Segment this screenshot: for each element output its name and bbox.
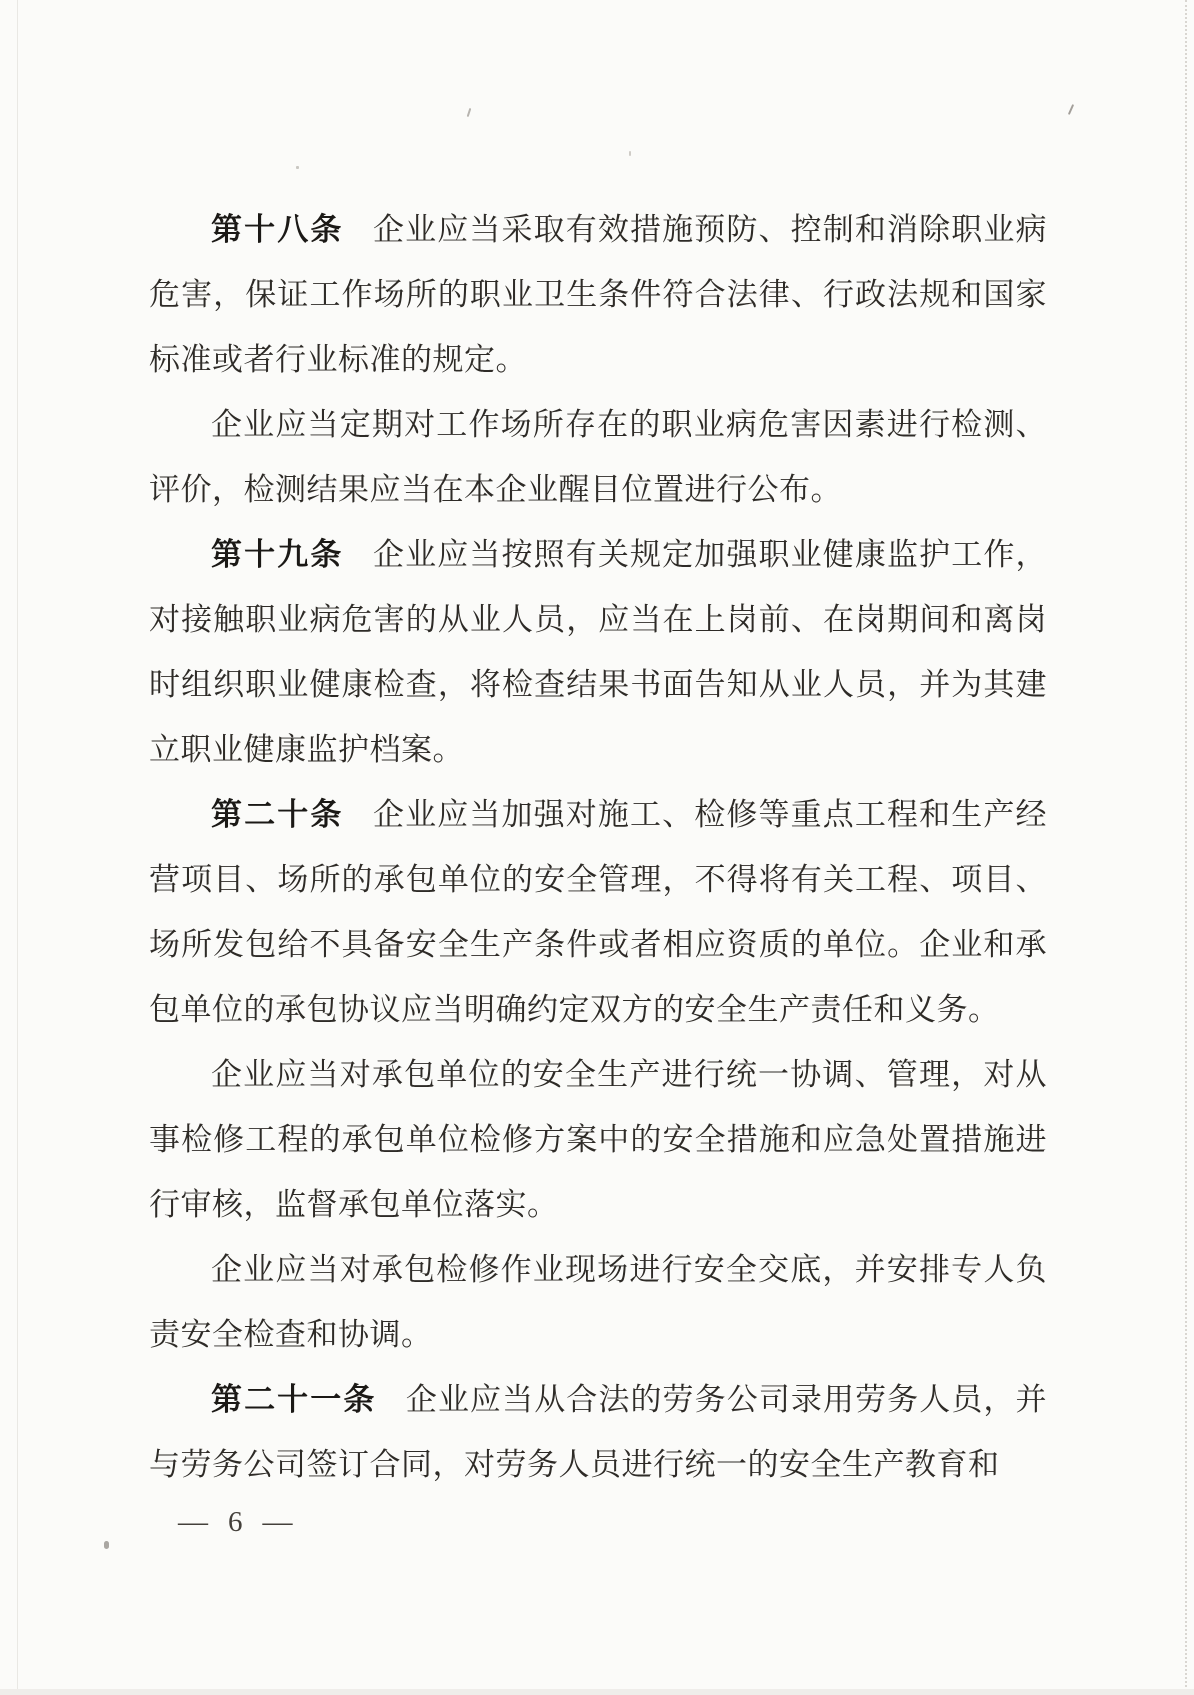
scan-bottom-edge: [0, 1689, 1194, 1695]
document-body: [149, 197, 1047, 1497]
paragraph-text: 企业应当采取有效措施预防、控制和消除职业病危害，保证工作场所的职业卫生条件符合法律、行政法规和国家标准或者行业标准的规定。: [149, 212, 1048, 377]
footer-dash: —: [262, 1505, 293, 1538]
scan-speck: [629, 151, 631, 156]
scan-speck: [467, 108, 472, 117]
article-18-paragraph-1: [149, 197, 1047, 392]
article-term: 第十九条: [211, 537, 344, 572]
paragraph-text: 企业应当定期对工作场所存在的职业病危害因素进行检测、评价，检测结果应当在本企业醒目位置进行公布。: [149, 407, 1047, 507]
scan-speck: [296, 166, 299, 169]
article-term: 第二十条: [211, 797, 344, 832]
scan-speck: [104, 1541, 109, 1549]
scan-right-edge-line: [1185, 0, 1187, 1695]
article-20-paragraph-2: [149, 1042, 1047, 1237]
article-20-paragraph-1: [149, 782, 1047, 1042]
paragraph-text: 企业应当对承包单位的安全生产进行统一协调、管理，对从事检修工程的承包单位检修方案中的安全措施和应急处置措施进行审核，监督承包单位落实。: [149, 1057, 1047, 1222]
scan-left-edge-line: [17, 0, 18, 1695]
page-number: 6: [228, 1506, 243, 1538]
article-20-paragraph-3: [149, 1237, 1047, 1367]
article-19-paragraph: [149, 522, 1047, 782]
paragraph-text: 企业应当从合法的劳务公司录用劳务人员，并与劳务公司签订合同，对劳务人员进行统一的安全生产教育和: [149, 1382, 1048, 1482]
scan-speck: [1068, 104, 1074, 115]
page-number-footer: [178, 1505, 293, 1539]
article-21-paragraph: [149, 1367, 1047, 1497]
article-term: 第二十一条: [211, 1382, 377, 1417]
paragraph-text: 企业应当加强对施工、检修等重点工程和生产经营项目、场所的承包单位的安全管理，不得将有关工程、项目、场所发包给不具备安全生产条件或者相应资质的单位。企业和承包单位的承包协议应当明确约定双方的安全生产责任和义务。: [149, 797, 1048, 1027]
article-term: 第十八条: [211, 212, 344, 247]
article-18-paragraph-2: [149, 392, 1047, 522]
paragraph-text: 企业应当对承包检修作业现场进行安全交底，并安排专人负责安全检查和协调。: [149, 1252, 1047, 1352]
paragraph-text: 企业应当按照有关规定加强职业健康监护工作，对接触职业病危害的从业人员，应当在上岗前、在岗期间和离岗时组织职业健康检查，将检查结果书面告知从业人员，并为其建立职业健康监护档案。: [149, 537, 1048, 767]
footer-dash: —: [178, 1505, 208, 1538]
